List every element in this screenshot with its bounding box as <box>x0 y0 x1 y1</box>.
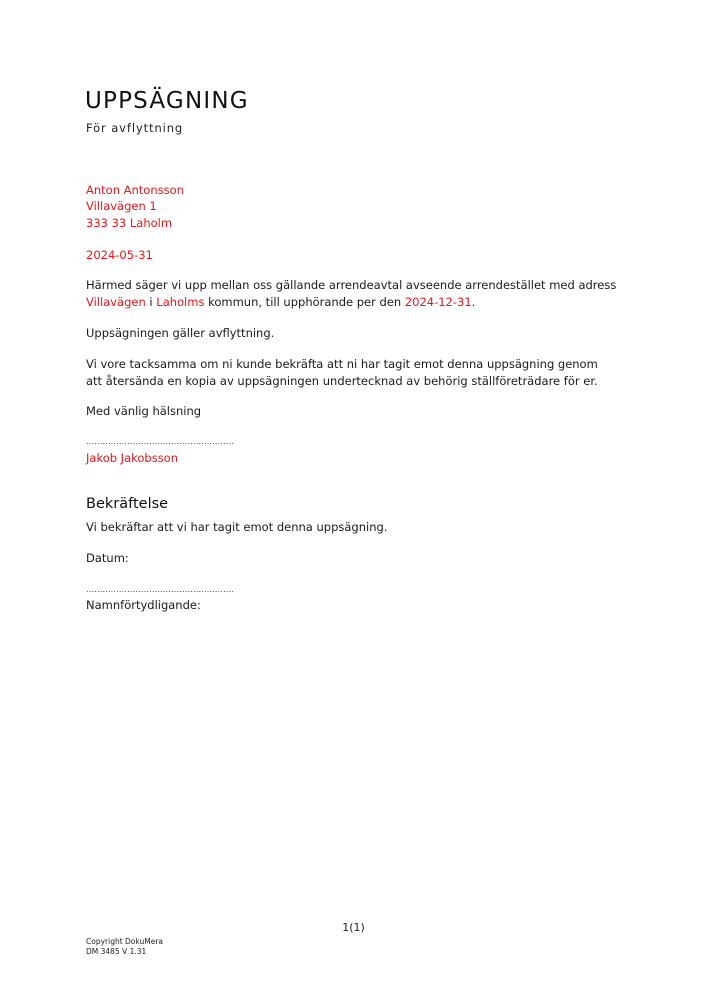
paragraph-termination-end: . <box>471 294 476 309</box>
paragraph-termination-text-1: Härmed säger vi upp mellan oss gällande arrendeavtal avseende arrendestället med adress <box>86 278 617 292</box>
sender-postal: 333 33 Laholm <box>86 216 173 230</box>
paragraph-termination-text-2: kommun, till upphörande per den <box>204 294 405 309</box>
paragraph-termination-text-i: i <box>145 294 157 309</box>
confirmation-text: Vi bekräftar att vi har tagit emot denna uppsägning. <box>86 520 388 534</box>
footer-doc-id: DM 3485 V 1.31 <box>86 947 147 956</box>
sender-name: Anton Antonsson <box>86 183 184 197</box>
signer-name: Jakob Jakobsson <box>86 451 179 465</box>
paragraph-reason: Uppsägningen gäller avflyttning. <box>86 326 275 340</box>
page-number: 1(1) <box>342 921 365 934</box>
paragraph-termination <box>86 277 646 310</box>
footer-copyright: Copyright DokuMera <box>86 937 164 946</box>
signature-line: ...................................................... <box>86 437 235 446</box>
confirmation-signature-line: ...................................................... <box>86 585 235 594</box>
municipality: Laholms <box>156 294 205 309</box>
sender-street: Villavägen 1 <box>86 199 157 213</box>
document-subtitle: För avflyttning <box>86 121 184 135</box>
footer <box>86 937 163 957</box>
paragraph-request: Vi vore tacksamma om ni kunde bekräfta att ni har tagit emot denna uppsägning genom att återsända en kopia av uppsägningen undertecknad av behörig ställföreträdare för er. <box>86 357 598 388</box>
termination-date: 2024-12-31 <box>404 294 472 309</box>
document-title: UPPSÄGNING <box>85 88 249 114</box>
confirmation-name-label: Namnförtydligande: <box>86 598 201 612</box>
confirmation-heading: Bekräftelse <box>86 496 169 512</box>
letter-date: 2024-05-31 <box>86 248 153 262</box>
property-address: Villavägen <box>86 294 146 309</box>
closing-greeting: Med vänlig hälsning <box>86 404 202 418</box>
confirmation-date-label: Datum: <box>86 551 129 565</box>
